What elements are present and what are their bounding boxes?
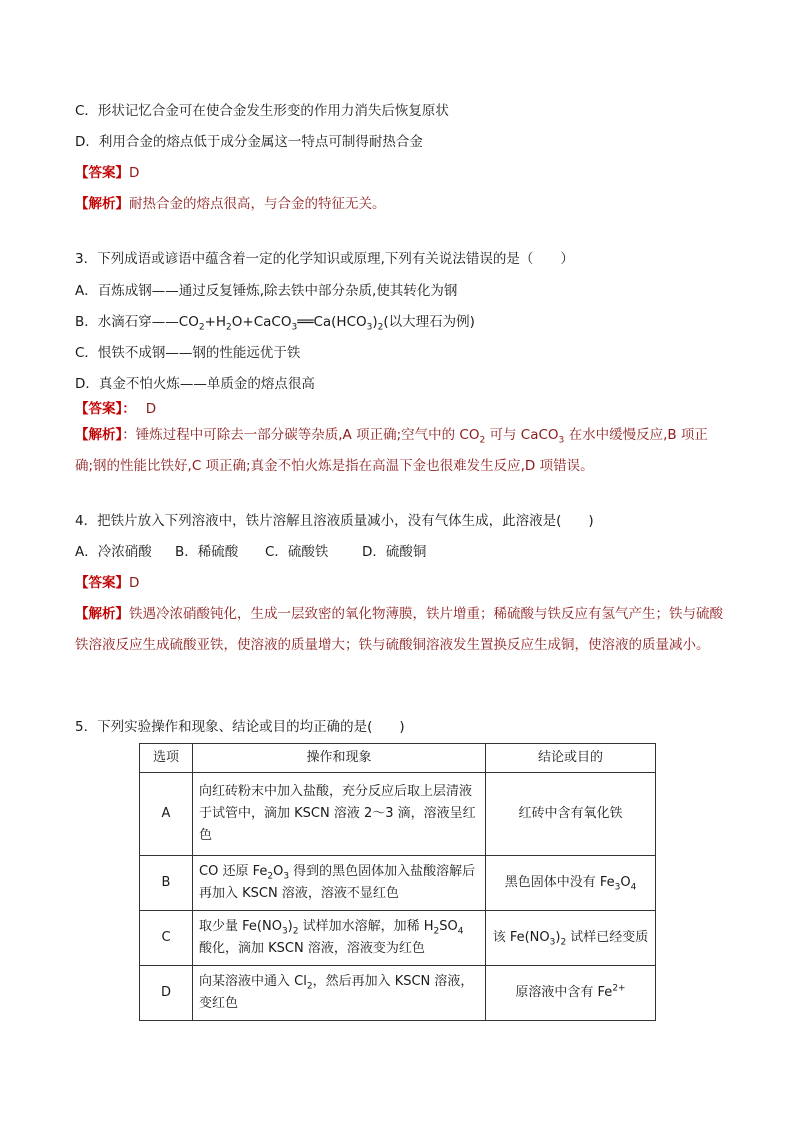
table-row — [140, 911, 656, 966]
answer-label: 【答案】： — [75, 401, 136, 417]
row-operation: 向红砖粉末中加入盐酸，充分反应后取上层清液于试管中，滴加 KSCN 溶液 2～3 滴，溶液呈红色 — [193, 773, 486, 856]
q2-option-d: D．利用合金的熔点低于成分金属这一特点可制得耐热合金 — [75, 134, 423, 150]
header-conclusion: 结论或目的 — [486, 744, 656, 773]
table-row — [140, 966, 656, 1021]
q3-option-d: D．真金不怕火炼——单质金的熔点很高 — [75, 376, 315, 392]
q4-option-d: D．硫酸铜 — [362, 544, 427, 560]
q4-option-b: B．稀硫酸 — [175, 544, 239, 560]
analysis-label: 【解析】 — [75, 196, 129, 212]
row-operation: 取少量 $Fe(NO_3)_2$ 试样加水溶解，加稀 $H_2SO_4$ 酸化，滴加 KSCN 溶液，溶液变为红色 — [193, 911, 486, 966]
q2-answer — [75, 163, 139, 183]
q3-answer — [75, 399, 156, 419]
q3-option-b: B．水滴石穿$——CO_2+H_2O+CaCO_3══Ca(HCO_3)_2$(以大理石为例) — [75, 314, 475, 333]
q4-options — [75, 542, 426, 562]
q2-analysis — [75, 194, 386, 214]
row-option: B — [140, 856, 193, 911]
answer-label: 【答案】 — [75, 575, 129, 591]
header-option: 选项 — [140, 744, 193, 773]
row-option: D — [140, 966, 193, 1021]
q4-answer — [75, 573, 139, 593]
q3-option-c: C．恨铁不成钢——钢的性能远优于铁 — [75, 345, 301, 361]
row-option: C — [140, 911, 193, 966]
q5-stem: 5．下列实验操作和现象、结论或目的均正确的是( ) — [75, 719, 405, 735]
row-conclusion: 黑色固体中没有 $Fe_3O_4$ — [486, 856, 656, 911]
table-row — [140, 773, 656, 856]
q4-analysis — [75, 599, 725, 661]
q4-stem: 4．把铁片放入下列溶液中，铁片溶解且溶液质量减小，没有气体生成，此溶液是( ) — [75, 513, 594, 529]
experiment-table — [139, 743, 656, 1021]
header-operation: 操作和现象 — [193, 744, 486, 773]
row-operation: CO 还原 $Fe_2O_3$ 得到的黑色固体加入盐酸溶解后再加入 KSCN 溶液，溶液不显红色 — [193, 856, 486, 911]
analysis-text: 铁遇冷浓硝酸钝化，生成一层致密的氧化物薄膜，铁片增重；稀硫酸与铁反应有氢气产生；铁与硫酸铁溶液反应生成硫酸亚铁，使溶液的质量增大；铁与硫酸铜溶液发生置换反应生成铜，使溶液的质量减小。 — [75, 606, 723, 653]
q3-stem: 3．下列成语或谚语中蕴含着一定的化学知识或原理,下列有关说法错误的是（ ） — [75, 251, 574, 267]
q2-option-c: C．形状记忆合金可在使合金发生形变的作用力消失后恢复原状 — [75, 103, 449, 119]
analysis-label: 【解析】 — [75, 606, 129, 622]
row-conclusion: 原溶液中含有 $Fe^{2+}$ — [486, 966, 656, 1021]
table-row — [140, 856, 656, 911]
q3-analysis: 【解析】：锤炼过程中可除去一部分碳等杂质,A 项正确;空气中的 $CO_2$ 可与 CaCO$_3$ 在水中缓慢反应,B 项正确;钢的性能比铁好,C 项正确;真金不怕火炼是指在高温下金也很难发生反应,D 项错误。 — [75, 427, 708, 474]
analysis-label: 【解析】 — [75, 427, 123, 443]
analysis-text: 耐热合金的熔点很高，与合金的特征无关。 — [129, 196, 386, 212]
q4-option-c: C．硫酸铁 — [265, 544, 329, 560]
q3-option-a: A．百炼成钢——通过反复锤炼,除去铁中部分杂质,使其转化为钢 — [75, 283, 458, 299]
row-conclusion: 红砖中含有氧化铁 — [486, 773, 656, 856]
answer-value: D — [129, 575, 140, 591]
row-option: A — [140, 773, 193, 856]
answer-label: 【答案】 — [75, 165, 129, 181]
row-operation: 向某溶液中通入 $Cl_2$，然后再加入 KSCN 溶液，变红色 — [193, 966, 486, 1021]
answer-value: D — [129, 165, 140, 181]
q4-option-a: A．冷浓硝酸 — [75, 544, 152, 560]
row-conclusion: 该 $Fe(NO_3)_2$ 试样已经变质 — [486, 911, 656, 966]
answer-value: D — [145, 401, 157, 417]
table-header-row — [140, 744, 656, 773]
